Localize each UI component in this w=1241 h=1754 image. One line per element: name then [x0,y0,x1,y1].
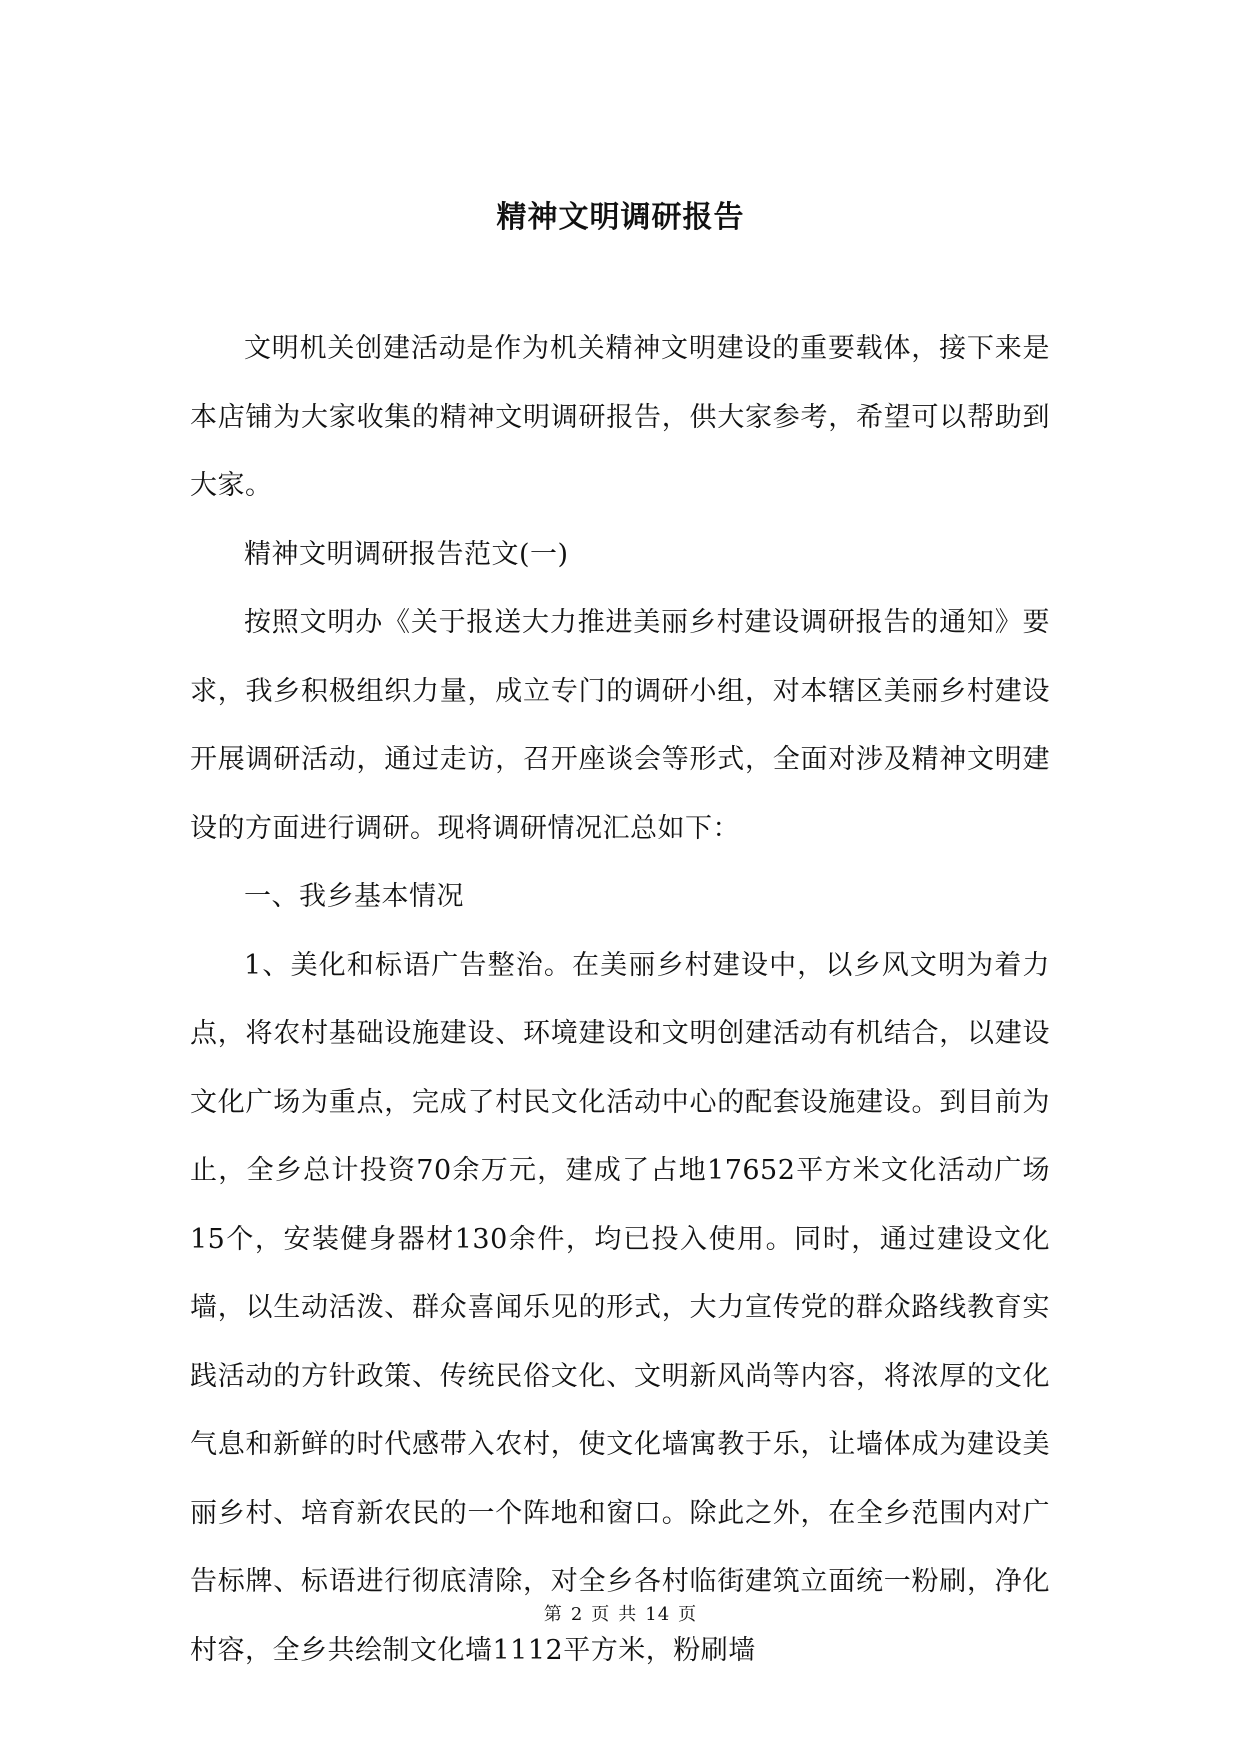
document-title: 精神文明调研报告 [496,200,745,235]
current-page-number: 2 [570,1604,584,1625]
footer-prefix: 第 [543,1604,563,1625]
footer-suffix: 页 [678,1604,698,1625]
total-page-number: 14 [645,1604,671,1625]
page-number-footer [0,1600,1241,1626]
subsection-heading: 一、我乡基本情况 [244,881,464,912]
body-paragraph: 按照文明办《关于报送大力推进美丽乡村建设调研报告的通知》要求，我乡积极组织力量，成立专门的调研小组，对本辖区美丽乡村建设开展调研活动，通过走访，召开座谈会等形式，全面对涉及精神文明建设的方面进行调研。现将调研情况汇总如下： [190,607,1050,844]
footer-page-word: 页 [591,1604,611,1625]
document-body [190,315,1050,1685]
footer-total-word: 共 [618,1604,638,1625]
intro-paragraph: 文明机关创建活动是作为机关精神文明建设的重要载体，接下来是本店铺为大家收集的精神文明调研报告，供大家参考，希望可以帮助到大家。 [190,333,1050,501]
section-heading: 精神文明调研报告范文(一) [244,538,569,570]
body-paragraph: 1、美化和标语广告整治。在美丽乡村建设中，以乡风文明为着力点，将农村基础设施建设、环境建设和文明创建活动有机结合，以建设文化广场为重点，完成了村民文化活动中心的配套设施建设。到目前为止，全乡总计投资70余万元，建成了占地17652平方米文化活动广场15个，安装健身器材130余件，均已投入使用。同时，通过建设文化墙，以生动活泼、群众喜闻乐见的形式，大力宣传党的群众路线教育实践活动的方针政策、传统民俗文化、文明新风尚等内容，将浓厚的文化气息和新鲜的时代感带入农村，使文化墙寓教于乐，让墙体成为建设美丽乡村、培育新农民的一个阵地和窗口。除此之外，在全乡范围内对广告标牌、标语进行彻底清除，对全乡各村临街建筑立面统一粉刷，净化村容，全乡共绘制文化墙1112平方米，粉刷墙 [190,949,1050,1666]
